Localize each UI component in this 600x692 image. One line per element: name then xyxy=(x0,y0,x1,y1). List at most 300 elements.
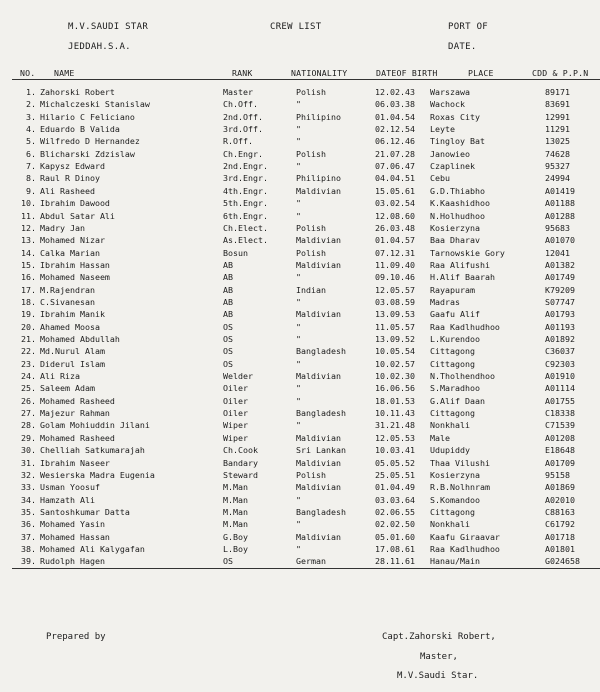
crew-rank: M.Man xyxy=(223,519,248,530)
prepared-by: Prepared by xyxy=(46,632,106,642)
table-row xyxy=(0,358,600,371)
crew-birthplace: Thaa Vilushi xyxy=(430,457,490,468)
crew-dob: 02.12.54 xyxy=(375,124,415,135)
table-row xyxy=(0,210,600,223)
crew-cdd-ppn: C18338 xyxy=(545,408,575,419)
crew-rank: OS xyxy=(223,334,233,344)
crew-cdd-ppn: A01193 xyxy=(545,321,575,332)
crew-cdd-ppn: G024658 xyxy=(545,556,580,567)
row-number: 29. xyxy=(21,432,36,443)
col-header-cdd: CDD & P.P.N xyxy=(532,68,589,78)
row-number: 4. xyxy=(26,124,36,135)
crew-name: C.Sivanesan xyxy=(40,296,95,307)
crew-cdd-ppn: C88163 xyxy=(545,506,575,517)
row-number: 13. xyxy=(21,235,36,246)
crew-name: Mohamed Rasheed xyxy=(40,395,115,406)
crew-rank: Oiler xyxy=(223,383,248,394)
crew-nationality: Polish xyxy=(296,469,326,480)
row-number: 22. xyxy=(21,346,36,357)
table-row xyxy=(0,407,600,420)
crew-name: Mohamed Naseem xyxy=(40,272,110,283)
row-number: 6. xyxy=(26,148,36,159)
crew-rank: OS xyxy=(223,556,233,567)
col-header-rank: RANK xyxy=(232,68,253,78)
row-number: 11. xyxy=(21,210,36,221)
crew-birthplace: K.Kaashidhoo xyxy=(430,198,490,209)
crew-dob: 05.05.52 xyxy=(375,457,415,468)
crew-cdd-ppn: 24994 xyxy=(545,173,570,184)
crew-dob: 13.09.52 xyxy=(375,334,415,344)
crew-dob: 07.06.47 xyxy=(375,161,415,172)
crew-name: Mohamed Nizar xyxy=(40,235,105,246)
crew-name: Mohamed Rasheed xyxy=(40,432,115,443)
row-number: 34. xyxy=(21,494,36,505)
crew-name: Ibrahim Manik xyxy=(40,309,105,320)
crew-dob: 12.08.60 xyxy=(375,210,415,221)
crew-dob: 21.07.28 xyxy=(375,148,415,159)
crew-nationality: " xyxy=(296,136,301,147)
ship-city: JEDDAH.S.A. xyxy=(68,42,131,52)
col-header-no: NO. xyxy=(20,68,36,78)
crew-dob: 01.04.54 xyxy=(375,111,415,122)
crew-name: Ali Riza xyxy=(40,371,80,382)
crew-name: Raul R Dinoy xyxy=(40,173,100,184)
crew-cdd-ppn: A01188 xyxy=(545,198,575,209)
crew-dob: 07.12.31 xyxy=(375,247,415,258)
crew-nationality: " xyxy=(296,395,301,406)
crew-name: Wesierska Madra Eugenia xyxy=(40,469,155,480)
row-number: 31. xyxy=(21,457,36,468)
crew-rank: Oiler xyxy=(223,395,248,406)
crew-nationality: Maldivian xyxy=(296,531,341,542)
crew-cdd-ppn: A01869 xyxy=(545,482,575,493)
crew-name: Majezur Rahman xyxy=(40,408,110,419)
port-label: PORT OF xyxy=(448,22,489,32)
row-number: 5. xyxy=(26,136,36,147)
row-number: 21. xyxy=(21,334,36,344)
row-number: 16. xyxy=(21,272,36,283)
crew-birthplace: N.Tholhendhoo xyxy=(430,371,495,382)
crew-birthplace: H.Alif Baarah xyxy=(430,272,495,283)
table-row xyxy=(0,111,600,124)
crew-cdd-ppn: 89171 xyxy=(545,87,570,97)
crew-cdd-ppn: A01709 xyxy=(545,457,575,468)
crew-rank: Master xyxy=(223,87,253,97)
crew-rank: OS xyxy=(223,346,233,357)
crew-nationality: Maldivian xyxy=(296,185,341,196)
crew-dob: 03.03.64 xyxy=(375,494,415,505)
table-row xyxy=(0,518,600,531)
crew-nationality: " xyxy=(296,99,301,110)
crew-cdd-ppn: A01382 xyxy=(545,259,575,270)
crew-birthplace: Kosierzyna xyxy=(430,222,480,233)
row-number: 14. xyxy=(21,247,36,258)
crew-name: Rudolph Hagen xyxy=(40,556,105,567)
crew-birthplace: Baa Dharav xyxy=(430,235,480,246)
crew-dob: 12.05.57 xyxy=(375,284,415,295)
crew-nationality: " xyxy=(296,519,301,530)
crew-rank: Ch.Off. xyxy=(223,99,258,110)
row-number: 26. xyxy=(21,395,36,406)
crew-cdd-ppn: 74628 xyxy=(545,148,570,159)
crew-nationality: Maldivian xyxy=(296,432,341,443)
crew-birthplace: Cittagong xyxy=(430,506,475,517)
crew-nationality: Maldivian xyxy=(296,309,341,320)
crew-dob: 05.01.60 xyxy=(375,531,415,542)
crew-cdd-ppn: 95683 xyxy=(545,222,570,233)
crew-dob: 12.05.53 xyxy=(375,432,415,443)
crew-name: Golam Mohiuddin Jilani xyxy=(40,420,150,431)
crew-rank: Bandary xyxy=(223,457,258,468)
crew-cdd-ppn: 12041 xyxy=(545,247,570,258)
crew-rank: M.Man xyxy=(223,494,248,505)
crew-dob: 10.02.30 xyxy=(375,371,415,382)
crew-dob: 13.09.53 xyxy=(375,309,415,320)
table-row xyxy=(0,185,600,198)
crew-cdd-ppn: A01208 xyxy=(545,432,575,443)
crew-nationality: Polish xyxy=(296,247,326,258)
crew-dob: 16.06.56 xyxy=(375,383,415,394)
table-row xyxy=(0,234,600,247)
crew-rank: M.Man xyxy=(223,482,248,493)
crew-nationality: " xyxy=(296,296,301,307)
crew-cdd-ppn: 95327 xyxy=(545,161,570,172)
crew-dob: 02.06.55 xyxy=(375,506,415,517)
row-number: 19. xyxy=(21,309,36,320)
crew-cdd-ppn: 83691 xyxy=(545,99,570,110)
crew-birthplace: Roxas City xyxy=(430,111,480,122)
crew-rank: OS xyxy=(223,358,233,369)
crew-nationality: Bangladesh xyxy=(296,408,346,419)
crew-birthplace: Wachock xyxy=(430,99,465,110)
crew-name: Usman Yoosuf xyxy=(40,482,100,493)
crew-birthplace: Kaafu Giraavar xyxy=(430,531,500,542)
crew-nationality: Bangladesh xyxy=(296,346,346,357)
crew-nationality: Maldivian xyxy=(296,235,341,246)
crew-dob: 17.08.61 xyxy=(375,543,415,554)
crew-birthplace: Madras xyxy=(430,296,460,307)
crew-birthplace: Gaafu Alif xyxy=(430,309,480,320)
row-number: 9. xyxy=(26,185,36,196)
crew-rank: 5th.Engr. xyxy=(223,198,268,209)
row-number: 15. xyxy=(21,259,36,270)
crew-dob: 03.02.54 xyxy=(375,198,415,209)
crew-cdd-ppn: A01718 xyxy=(545,531,575,542)
crew-name: Ibrahim Dawood xyxy=(40,198,110,209)
crew-nationality: Bangladesh xyxy=(296,506,346,517)
crew-nationality: Philipino xyxy=(296,111,341,122)
crew-cdd-ppn: A01910 xyxy=(545,371,575,382)
crew-nationality: " xyxy=(296,161,301,172)
crew-birthplace: Rayapuram xyxy=(430,284,475,295)
header-rule xyxy=(12,79,600,80)
crew-cdd-ppn: 11291 xyxy=(545,124,570,135)
crew-rank: Wiper xyxy=(223,420,248,431)
row-number: 33. xyxy=(21,482,36,493)
crew-birthplace: S.Maradhoo xyxy=(430,383,480,394)
crew-dob: 28.11.61 xyxy=(375,556,415,567)
row-number: 17. xyxy=(21,284,36,295)
table-row xyxy=(0,321,600,334)
crew-rank: AB xyxy=(223,272,233,283)
crew-nationality: " xyxy=(296,543,301,554)
crew-cdd-ppn: A01288 xyxy=(545,210,575,221)
crew-rank: AB xyxy=(223,296,233,307)
crew-name: Abdul Satar Ali xyxy=(40,210,115,221)
table-row xyxy=(0,469,600,482)
row-number: 39. xyxy=(21,556,36,567)
table-row xyxy=(0,432,600,445)
crew-dob: 01.04.57 xyxy=(375,235,415,246)
crew-nationality: " xyxy=(296,358,301,369)
crew-birthplace: Raa Alifushi xyxy=(430,259,490,270)
crew-dob: 25.05.51 xyxy=(375,469,415,480)
ship-name: M.V.SAUDI STAR xyxy=(68,22,149,32)
crew-cdd-ppn: A02010 xyxy=(545,494,575,505)
crew-name: Calka Marian xyxy=(40,247,100,258)
crew-cdd-ppn: A01419 xyxy=(545,185,575,196)
crew-birthplace: R.B.Nolhnram xyxy=(430,482,490,493)
crew-cdd-ppn: 13025 xyxy=(545,136,570,147)
table-row xyxy=(0,123,600,136)
signatory-ship: M.V.Saudi Star. xyxy=(397,671,479,681)
crew-nationality: " xyxy=(296,210,301,221)
crew-birthplace: Cebu xyxy=(430,173,450,184)
row-number: 23. xyxy=(21,358,36,369)
crew-dob: 02.02.50 xyxy=(375,519,415,530)
crew-rank: AB xyxy=(223,309,233,320)
table-row xyxy=(0,296,600,309)
crew-birthplace: G.D.Thiabho xyxy=(430,185,485,196)
table-row xyxy=(0,494,600,507)
crew-cdd-ppn: A01749 xyxy=(545,272,575,283)
crew-birthplace: Cittagong xyxy=(430,346,475,357)
crew-rank: Ch.Cook xyxy=(223,445,258,456)
col-header-name: NAME xyxy=(54,68,75,78)
crew-nationality: Philipino xyxy=(296,173,341,184)
crew-rank: Steward xyxy=(223,469,258,480)
table-row xyxy=(0,444,600,457)
row-number: 10. xyxy=(21,198,36,209)
crew-name: Hamzath Ali xyxy=(40,494,95,505)
crew-birthplace: Janowieo xyxy=(430,148,470,159)
table-row xyxy=(0,135,600,148)
crew-name: M.Rajendran xyxy=(40,284,95,295)
crew-birthplace: Hanau/Main xyxy=(430,556,480,567)
row-number: 36. xyxy=(21,519,36,530)
crew-dob: 10.02.57 xyxy=(375,358,415,369)
crew-name: Zahorski Robert xyxy=(40,87,115,97)
table-row xyxy=(0,333,600,346)
table-row xyxy=(0,543,600,556)
crew-nationality: " xyxy=(296,272,301,283)
crew-birthplace: Nonkhali xyxy=(430,420,470,431)
row-number: 32. xyxy=(21,469,36,480)
crew-dob: 01.04.49 xyxy=(375,482,415,493)
crew-birthplace: S.Komandoo xyxy=(430,494,480,505)
crew-cdd-ppn: A01114 xyxy=(545,383,575,394)
crew-dob: 10.05.54 xyxy=(375,346,415,357)
crew-nationality: Sri Lankan xyxy=(296,445,346,456)
date-label: DATE. xyxy=(448,42,477,52)
crew-rank: 4th.Engr. xyxy=(223,185,268,196)
crew-name: Kapysz Edward xyxy=(40,161,105,172)
table-row xyxy=(0,481,600,494)
crew-rank: Welder xyxy=(223,371,253,382)
crew-birthplace: N.Holhudhoo xyxy=(430,210,485,221)
crew-birthplace: Male xyxy=(430,432,450,443)
crew-cdd-ppn: E18648 xyxy=(545,445,575,456)
crew-rank: G.Boy xyxy=(223,531,248,542)
crew-cdd-ppn: 95158 xyxy=(545,469,570,480)
row-number: 18. xyxy=(21,296,36,307)
table-row xyxy=(0,382,600,395)
crew-dob: 09.10.46 xyxy=(375,272,415,283)
crew-nationality: Maldivian xyxy=(296,371,341,382)
row-number: 28. xyxy=(21,420,36,431)
table-row xyxy=(0,370,600,383)
table-row xyxy=(0,531,600,544)
table-row xyxy=(0,197,600,210)
crew-name: Ibrahim Naseer xyxy=(40,457,110,468)
table-row xyxy=(0,457,600,470)
crew-name: Mohamed Hassan xyxy=(40,531,110,542)
crew-dob: 10.11.43 xyxy=(375,408,415,419)
crew-nationality: " xyxy=(296,321,301,332)
crew-dob: 06.12.46 xyxy=(375,136,415,147)
crew-birthplace: Tarnowskie Gory xyxy=(430,247,505,258)
crew-birthplace: L.Kurendoo xyxy=(430,334,480,344)
crew-birthplace: Raa Kadlhudhoo xyxy=(430,321,500,332)
row-number: 7. xyxy=(26,161,36,172)
crew-birthplace: Udupiddy xyxy=(430,445,470,456)
crew-nationality: Polish xyxy=(296,87,326,97)
crew-birthplace: Raa Kadlhudhoo xyxy=(430,543,500,554)
crew-nationality: German xyxy=(296,556,326,567)
crew-name: Eduardo B Valida xyxy=(40,124,120,135)
row-number: 30. xyxy=(21,445,36,456)
crew-rank: Bosun xyxy=(223,247,248,258)
crew-nationality: " xyxy=(296,383,301,394)
crew-name: Md.Nurul Alam xyxy=(40,346,105,357)
signatory-role: Master, xyxy=(420,652,458,662)
crew-name: Ibrahim Hassan xyxy=(40,259,110,270)
document-title: CREW LIST xyxy=(270,22,322,32)
crew-nationality: " xyxy=(296,198,301,209)
table-row xyxy=(0,555,600,568)
crew-name: Michalczeski Stanislaw xyxy=(40,99,150,110)
crew-rank: 3rd.Engr. xyxy=(223,173,268,184)
row-number: 38. xyxy=(21,543,36,554)
crew-rank: 3rd.Off. xyxy=(223,124,263,135)
crew-nationality: Maldivian xyxy=(296,482,341,493)
table-row xyxy=(0,247,600,260)
table-row xyxy=(0,86,600,99)
crew-dob: 03.08.59 xyxy=(375,296,415,307)
col-header-place: PLACE xyxy=(468,68,494,78)
crew-cdd-ppn: K79209 xyxy=(545,284,575,295)
table-row xyxy=(0,271,600,284)
crew-name: Santoshkumar Datta xyxy=(40,506,130,517)
crew-dob: 31.21.48 xyxy=(375,420,415,431)
crew-rank: L.Boy xyxy=(223,543,248,554)
crew-name: Blicharski Zdzislaw xyxy=(40,148,135,159)
row-number: 25. xyxy=(21,383,36,394)
crew-birthplace: Kosierzyna xyxy=(430,469,480,480)
row-number: 2. xyxy=(26,99,36,110)
crew-birthplace: Nonkhali xyxy=(430,519,470,530)
crew-name: Wilfredo D Hernandez xyxy=(40,136,140,147)
crew-cdd-ppn: C61792 xyxy=(545,519,575,530)
crew-nationality: Polish xyxy=(296,222,326,233)
table-row xyxy=(0,284,600,297)
crew-rank: 2nd.Off. xyxy=(223,111,263,122)
crew-birthplace: Tingloy Bat xyxy=(430,136,485,147)
crew-name: Diderul Islam xyxy=(40,358,105,369)
table-row xyxy=(0,419,600,432)
crew-cdd-ppn: C36037 xyxy=(545,346,575,357)
crew-cdd-ppn: 12991 xyxy=(545,111,570,122)
crew-birthplace: Cittagong xyxy=(430,408,475,419)
table-row xyxy=(0,345,600,358)
crew-nationality: Polish xyxy=(296,148,326,159)
table-row xyxy=(0,160,600,173)
crew-rank: M.Man xyxy=(223,506,248,517)
crew-cdd-ppn: A01801 xyxy=(545,543,575,554)
crew-dob: 11.05.57 xyxy=(375,321,415,332)
row-number: 3. xyxy=(26,111,36,122)
table-row xyxy=(0,172,600,185)
crew-nationality: Maldivian xyxy=(296,457,341,468)
crew-name: Chelliah Satkumarajah xyxy=(40,445,145,456)
row-number: 35. xyxy=(21,506,36,517)
crew-rank: 2nd.Engr. xyxy=(223,161,268,172)
crew-rank: R.Off. xyxy=(223,136,253,147)
signatory-name: Capt.Zahorski Robert, xyxy=(382,632,496,642)
crew-cdd-ppn: A01793 xyxy=(545,309,575,320)
table-row xyxy=(0,148,600,161)
crew-birthplace: Leyte xyxy=(430,124,455,135)
crew-nationality: Indian xyxy=(296,284,326,295)
col-header-nationality: NATIONALITY xyxy=(291,68,348,78)
crew-cdd-ppn: C92303 xyxy=(545,358,575,369)
crew-rank: Ch.Engr. xyxy=(223,148,263,159)
row-number: 27. xyxy=(21,408,36,419)
crew-name: Hilario C Feliciano xyxy=(40,111,135,122)
crew-rank: Wiper xyxy=(223,432,248,443)
crew-dob: 06.03.38 xyxy=(375,99,415,110)
crew-birthplace: Warszawa xyxy=(430,87,470,97)
crew-rank: AB xyxy=(223,284,233,295)
crew-rank: 6th.Engr. xyxy=(223,210,268,221)
crew-dob: 15.05.61 xyxy=(375,185,415,196)
crew-nationality: " xyxy=(296,124,301,135)
crew-cdd-ppn: S07747 xyxy=(545,296,575,307)
crew-rank: Oiler xyxy=(223,408,248,419)
crew-nationality: " xyxy=(296,334,301,344)
crew-dob: 12.02.43 xyxy=(375,87,415,97)
row-number: 20. xyxy=(21,321,36,332)
crew-cdd-ppn: A01755 xyxy=(545,395,575,406)
table-row xyxy=(0,308,600,321)
crew-birthplace: Czaplinek xyxy=(430,161,475,172)
crew-cdd-ppn: A01070 xyxy=(545,235,575,246)
crew-name: Ahamed Moosa xyxy=(40,321,100,332)
row-number: 12. xyxy=(21,222,36,233)
crew-rank: Ch.Elect. xyxy=(223,222,268,233)
crew-dob: 11.09.40 xyxy=(375,259,415,270)
row-number: 8. xyxy=(26,173,36,184)
